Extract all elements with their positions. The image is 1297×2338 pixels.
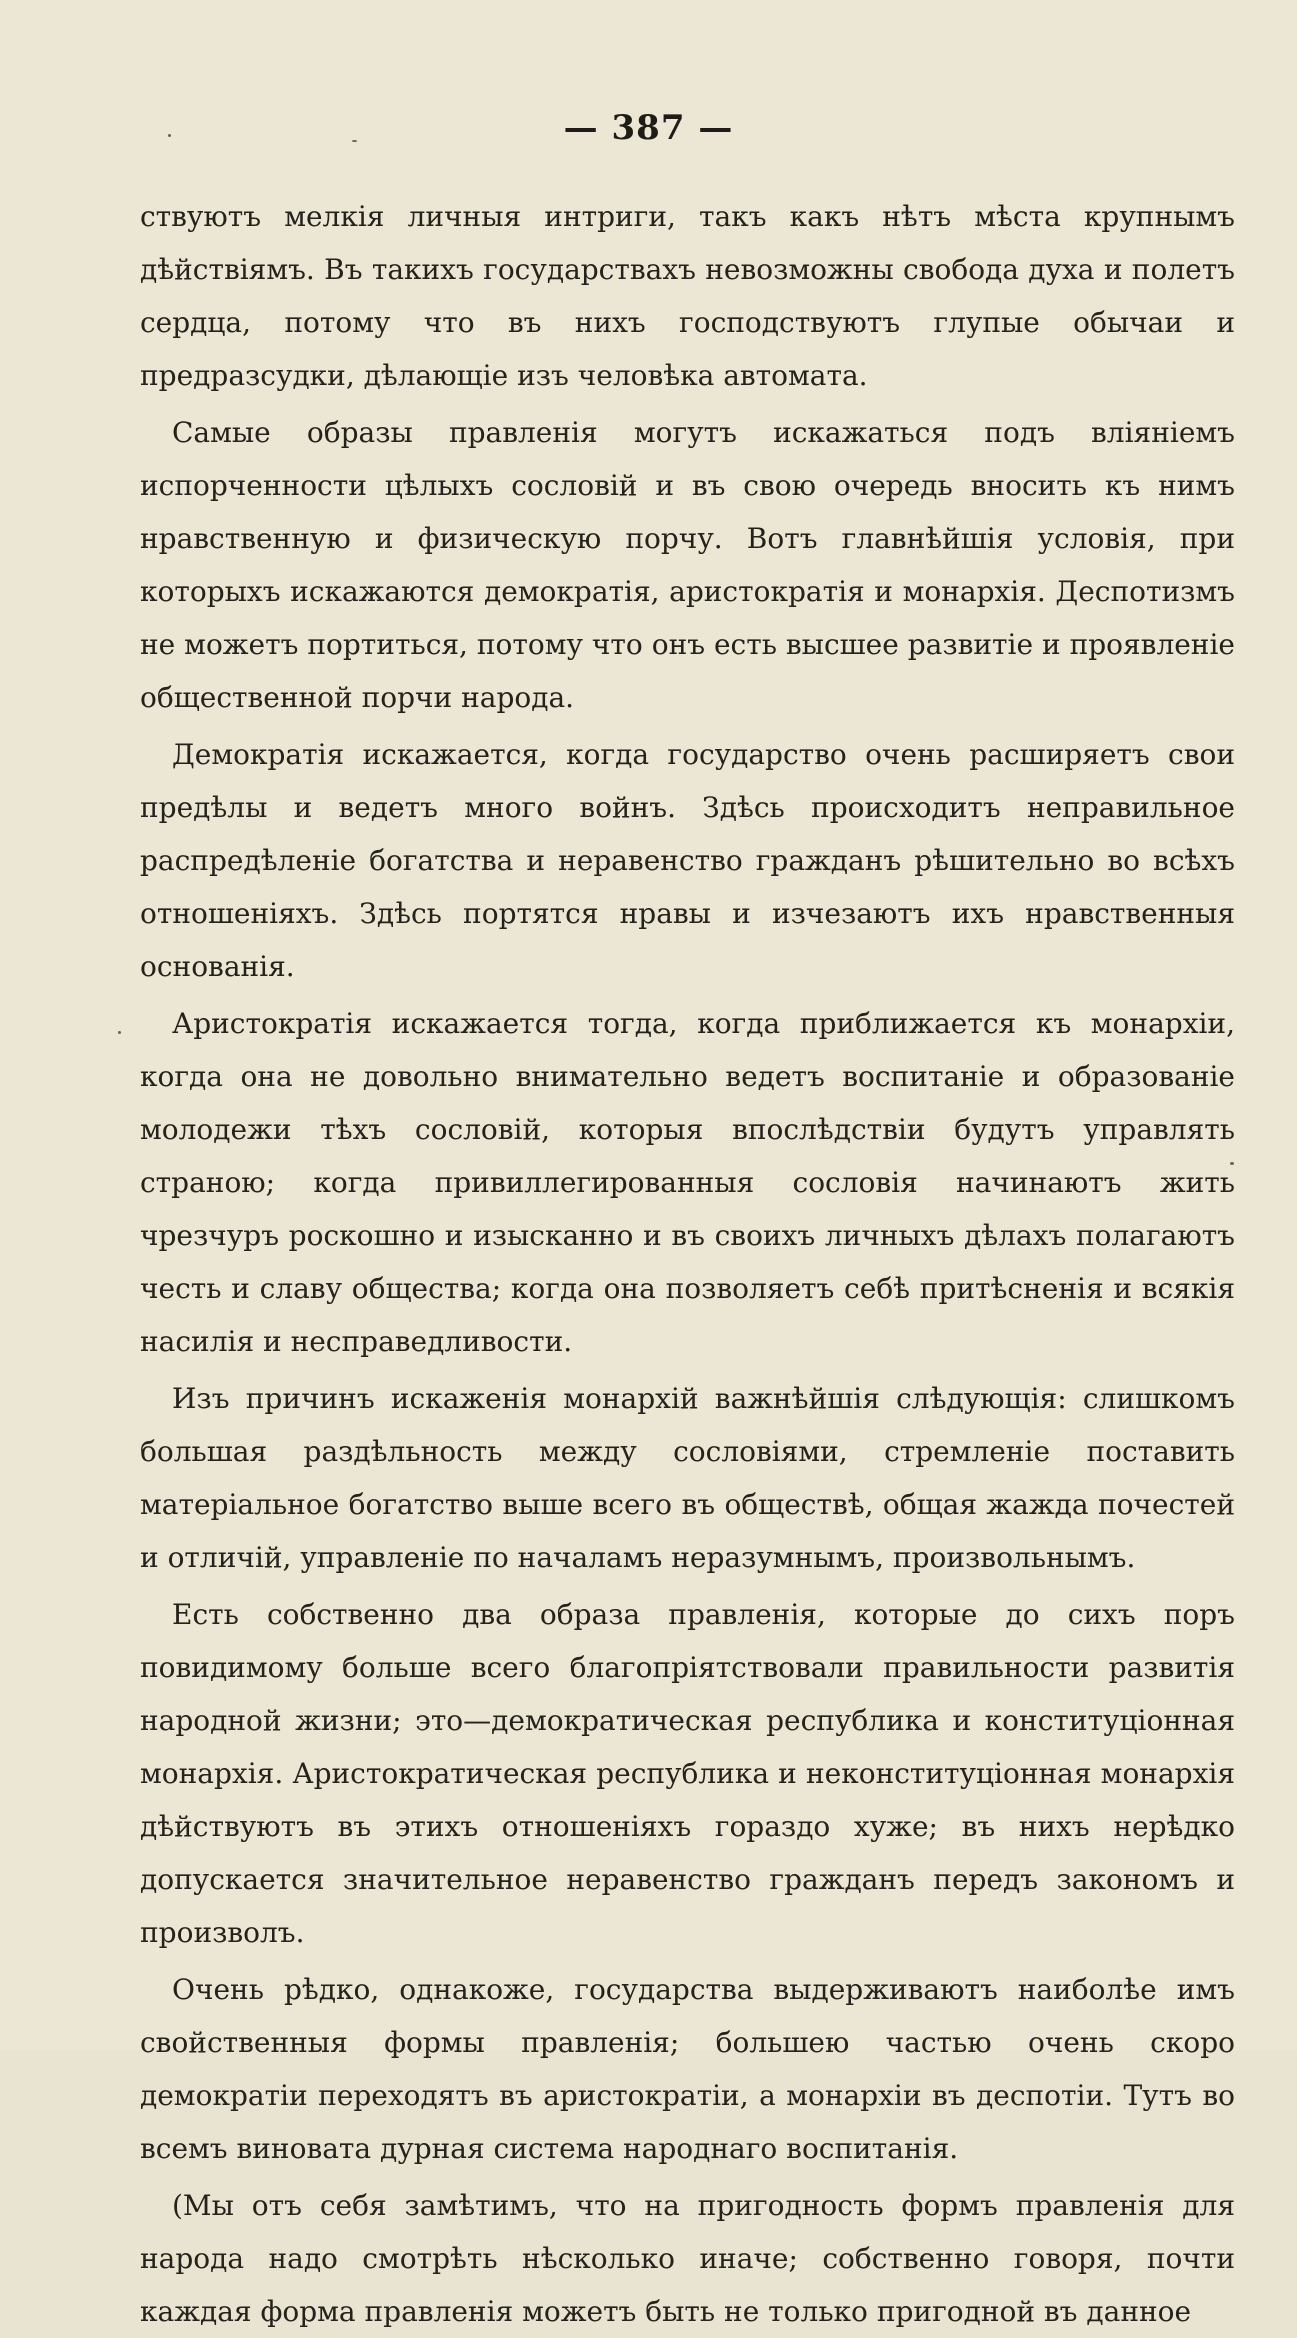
page-body	[140, 190, 1235, 2338]
page-number: — 387 —	[563, 108, 734, 148]
paragraph-5: Изъ причинъ искаженія монархій важнѣйшія слѣдующія: слишкомъ большая раздѣльность между сословіями, стремленіе поставить матеріальное богатство выше всего въ обществѣ, общая жажда почестей и отличій, управленіе по началамъ неразумнымъ, произвольнымъ.	[140, 1382, 1235, 1574]
paper-speck	[168, 134, 171, 137]
paragraph-8: (Мы отъ себя замѣтимъ, что на пригодность формъ правленія для народа надо смотрѣть нѣсколько иначе; собственно говоря, почти каждая форма правленія можетъ быть не только пригодной въ данное	[140, 2189, 1235, 2328]
paragraph-7: Очень рѣдко, однакоже, государства выдерживаютъ наиболѣе имъ свойственныя формы правленія; большею частью очень скоро демократіи переходятъ въ аристократіи, а монархіи въ деспотіи. Тутъ во всемъ виновата дурная система народнаго воспитанія.	[140, 1973, 1235, 2165]
paragraph-1: ствуютъ мелкія личныя интриги, такъ какъ нѣтъ мѣста крупнымъ дѣйствіямъ. Въ такихъ государствахъ невозможны свобода духа и полетъ сердца, потому что въ нихъ господствуютъ глупые обычаи и предразсудки, дѣлающіе изъ человѣка автомата.	[140, 200, 1235, 392]
paragraph-2: Самые образы правленія могутъ искажаться подъ вліяніемъ испорченности цѣлыхъ сословій и въ свою очередь вносить къ нимъ нравственную и физическую порчу. Вотъ главнѣйшія условія, при которыхъ искажаются демократія, аристократія и монархія. Деспотизмъ не можетъ портиться, потому что онъ есть высшее развитіе и проявленіе общественной порчи народа.	[140, 416, 1235, 714]
paper-speck	[1230, 1162, 1234, 1165]
paper-speck	[352, 140, 357, 142]
paragraph-4: Аристократія искажается тогда, когда приближается къ монархіи, когда она не довольно внимательно ведетъ воспитаніе и образованіе молодежи тѣхъ сословій, которыя впослѣдствіи будутъ управлять страною; когда привиллегированныя сословія начинаютъ жить чрезчуръ роскошно и изысканно и въ своихъ личныхъ дѣлахъ полагаютъ честь и славу общества; когда она позволяетъ себѣ притѣсненія и всякія насилія и несправедливости.	[140, 1007, 1235, 1358]
paragraph-6: Есть собственно два образа правленія, которые до сихъ поръ повидимому больше всего благопріятствовали правильности развитія народной жизни; это—демократическая республика и конституціонная монархія. Аристократическая республика и неконституціонная монархія дѣйствуютъ въ этихъ отношеніяхъ гораздо хуже; въ нихъ нерѣдко допускается значительное неравенство гражданъ передъ закономъ и произволъ.	[140, 1598, 1235, 1949]
paragraph-3: Демократія искажается, когда государство очень расширяетъ свои предѣлы и ведетъ много войнъ. Здѣсь происходитъ неправильное распредѣленіе богатства и неравенство гражданъ рѣшительно во всѣхъ отношеніяхъ. Здѣсь портятся нравы и изчезаютъ ихъ нравственныя основанія.	[140, 738, 1235, 983]
paper-speck	[118, 1031, 121, 1034]
